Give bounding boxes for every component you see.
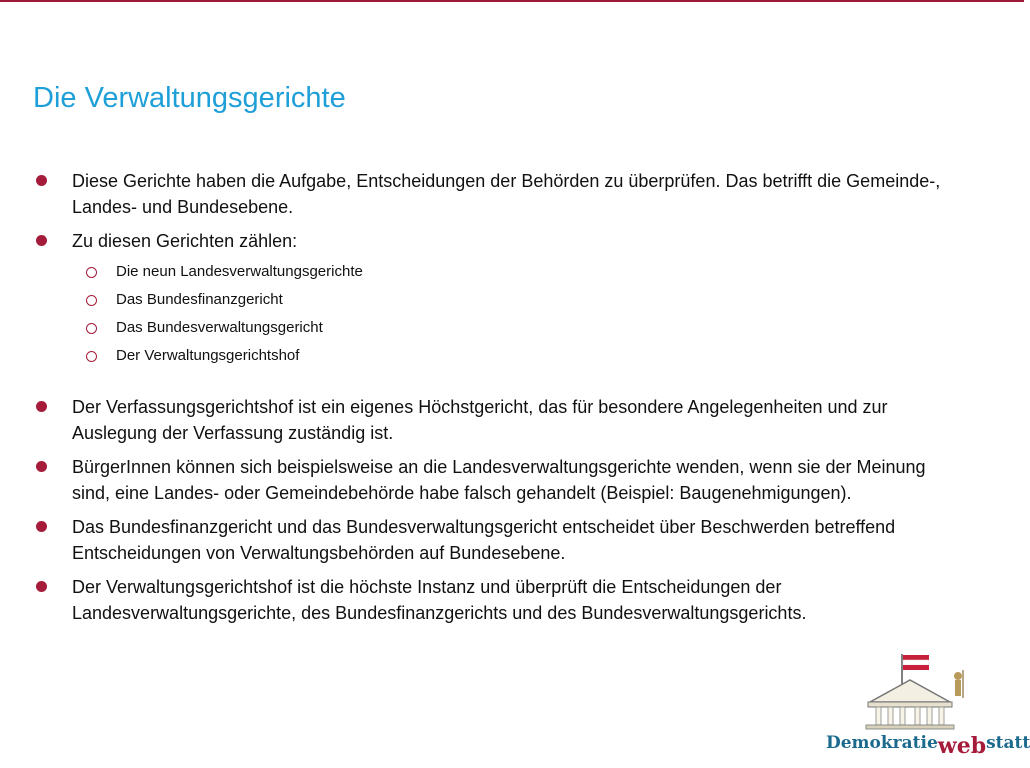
bullet-dot-icon (36, 175, 47, 186)
bullet-text: Der Verwaltungsgerichtshof ist die höchste Instanz und überprüft die Entscheidungen der Landesverwaltungsgerichte, des Bundesfinanzgerichts und des Bundesverwaltungsgerichts. (72, 577, 807, 623)
top-accent-rule (0, 0, 1024, 2)
bullet-item (34, 454, 954, 506)
ring-bullet-icon (86, 351, 97, 362)
bullet-text: Der Verfassungsgerichtshof ist ein eigenes Höchstgericht, das für besondere Angelegenheiten und zur Auslegung der Verfassung zuständig ist. (72, 397, 888, 443)
ring-bullet-icon (86, 295, 97, 306)
logo-word-web: web (937, 733, 987, 759)
demokratiewebstatt-logo (820, 650, 1030, 762)
bullet-dot-icon (36, 521, 47, 532)
bullet-dot-icon (36, 235, 47, 246)
sub-bullet-item (34, 290, 954, 310)
spacer (34, 374, 954, 394)
sub-bullet-item (34, 262, 954, 282)
bullet-text: Das Bundesfinanzgericht und das Bundesverwaltungsgericht entscheidet über Beschwerden betreffend Entscheidungen von Verwaltungsbehörden auf Bundesebene. (72, 517, 896, 563)
sub-bullet-text: Der Verwaltungsgerichtshof (116, 347, 300, 364)
slide-title: Die Verwaltungsgerichte (33, 82, 346, 114)
bullet-item (34, 394, 954, 446)
sub-bullet-text: Das Bundesverwaltungsgericht (116, 319, 323, 336)
bullet-item (34, 228, 954, 254)
bullet-dot-icon (36, 401, 47, 412)
logo-wordmark (826, 728, 1030, 759)
bullet-dot-icon (36, 461, 47, 472)
bullet-text: BürgerInnen können sich beispielsweise an die Landesverwaltungsgerichte wenden, wenn sie der Meinung sind, eine Landes- oder Gemeindebehörde habe falsch gehandelt (Beispiel: Baugenehmigungen). (72, 457, 926, 503)
logo-word-statt: statt (986, 733, 1030, 753)
sub-bullet-item (34, 318, 954, 338)
logo-word-demokratie: Demokratie (826, 733, 938, 753)
bullet-item (34, 574, 954, 626)
ring-bullet-icon (86, 267, 97, 278)
bullet-item (34, 514, 954, 566)
sub-bullet-text: Die neun Landesverwaltungsgerichte (116, 263, 363, 280)
bullet-text: Diese Gerichte haben die Aufgabe, Entscheidungen der Behörden zu überprüfen. Das betrifft die Gemeinde-, Landes- und Bundesebene. (72, 171, 941, 217)
ring-bullet-icon (86, 323, 97, 334)
slide-content (34, 168, 954, 634)
bullet-dot-icon (36, 581, 47, 592)
sub-bullet-text: Das Bundesfinanzgericht (116, 291, 283, 308)
bullet-item (34, 168, 954, 220)
bullet-text: Zu diesen Gerichten zählen: (72, 231, 298, 251)
sub-bullet-item (34, 346, 954, 366)
